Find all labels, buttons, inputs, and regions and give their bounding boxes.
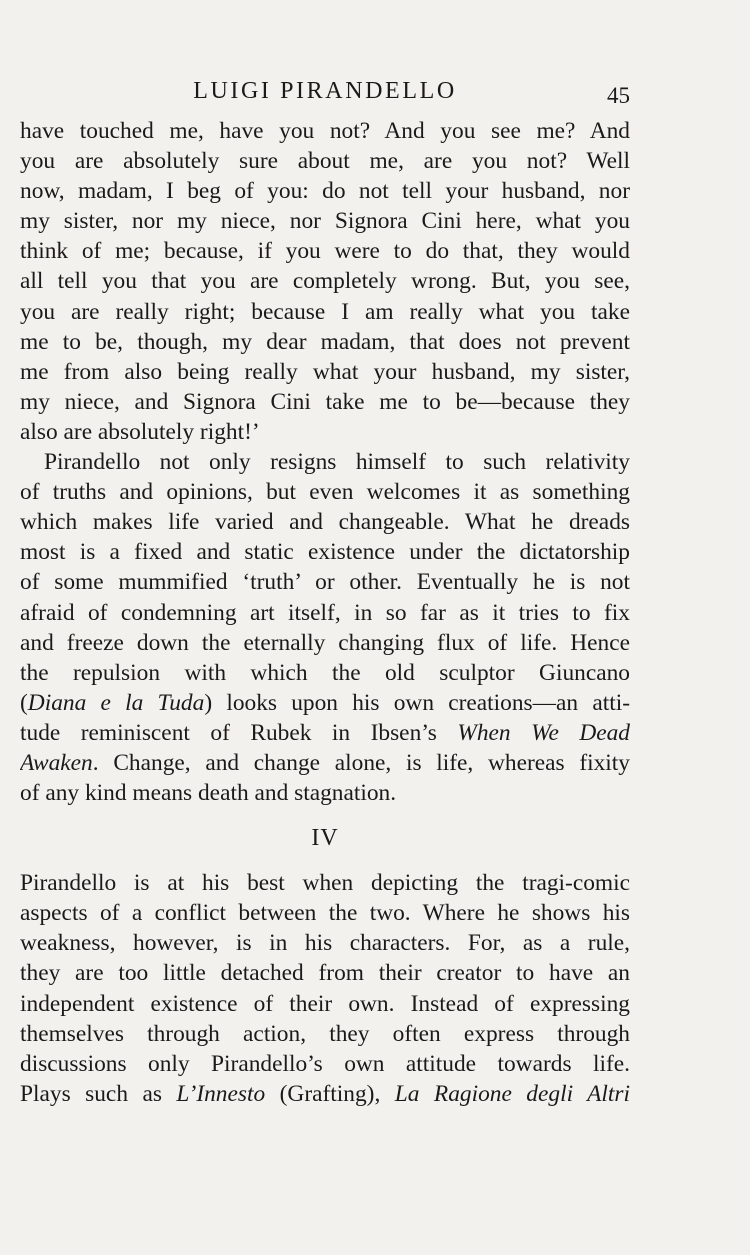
text-line: think of me; because, if you were to do that, they would bbox=[20, 238, 630, 265]
text-line: my niece, and Signora Cini take me to be—because they bbox=[20, 388, 630, 415]
text-segment: . Change, and change alone, is life, whereas fixity bbox=[92, 749, 630, 776]
text-line: Pirandello is at his best when depicting the tragi-comic bbox=[20, 870, 630, 897]
text-line: of any kind means death and stagnation. bbox=[20, 780, 397, 807]
italic-title: L’Innesto bbox=[176, 1080, 266, 1107]
section-heading: IV bbox=[311, 825, 339, 852]
text-segment: ( bbox=[20, 689, 28, 716]
text-line: of truths and opinions, but even welcomes it as something bbox=[20, 479, 630, 506]
page-number: 45 bbox=[607, 83, 630, 108]
paragraph-2 bbox=[20, 447, 630, 808]
text-line: independent existence of their own. Instead of expressing bbox=[20, 990, 630, 1017]
text-line: you are absolutely sure about me, are you not? Well bbox=[20, 148, 630, 175]
text-line: you are really right; because I am really what you take bbox=[20, 298, 630, 325]
text-line: most is a fixed and static existence under the dictatorship bbox=[20, 539, 630, 566]
text-line: weakness, however, is in his characters. For, as a rule, bbox=[20, 930, 630, 957]
text-line: and freeze down the eternally changing flux of life. Hence bbox=[20, 629, 630, 656]
text-line: me from also being really what your husband, my sister, bbox=[20, 358, 630, 385]
text-line: aspects of a conflict between the two. Where he shows his bbox=[20, 900, 630, 927]
text-line: all tell you that you are completely wrong. But, you see, bbox=[20, 268, 630, 295]
text-segment: Plays such as bbox=[20, 1080, 177, 1107]
text-line: now, madam, I beg of you: do not tell your husband, nor bbox=[20, 178, 630, 205]
running-head bbox=[20, 72, 630, 110]
text-line: of some mummified ‘truth’ or other. Eventually he is not bbox=[20, 569, 630, 596]
italic-title: La Ragione degli Altri bbox=[394, 1080, 630, 1107]
text-segment: (Grafting), bbox=[265, 1080, 395, 1107]
text-line bbox=[20, 1079, 630, 1109]
paragraph-1 bbox=[20, 116, 630, 447]
text-line: they are too little detached from their creator to have an bbox=[20, 960, 630, 987]
text-line bbox=[20, 688, 630, 718]
text-line: have touched me, have you not? And you see me? And bbox=[20, 118, 630, 144]
text-line: which makes life varied and changeable. What he dreads bbox=[20, 509, 630, 536]
italic-title: Awaken bbox=[20, 749, 93, 776]
text-line: my sister, nor my niece, nor Signora Cini here, what you bbox=[20, 208, 630, 235]
text-line bbox=[20, 718, 630, 748]
text-line bbox=[20, 748, 630, 778]
running-title: LUIGI PIRANDELLO bbox=[193, 78, 457, 104]
text-segment: tude reminiscent of Rubek in Ibsen’s bbox=[20, 719, 458, 746]
text-line: afraid of condemning art itself, in so far as it tries to fix bbox=[20, 599, 630, 626]
text-segment: ) looks upon his own creations—an atti- bbox=[204, 689, 630, 716]
text-line: also are absolutely right!’ bbox=[20, 418, 260, 445]
italic-title: When We Dead bbox=[457, 719, 630, 746]
body-text bbox=[20, 116, 630, 1109]
text-line: Pirandello not only resigns himself to such relativity bbox=[44, 449, 630, 476]
text-line: the repulsion with which the old sculptor Giuncano bbox=[20, 659, 630, 686]
italic-title: Diana e la Tuda bbox=[27, 689, 205, 716]
paragraph-3 bbox=[20, 868, 630, 1109]
text-line: me to be, though, my dear madam, that does not prevent bbox=[20, 328, 630, 355]
text-line: discussions only Pirandello’s own attitude towards life. bbox=[20, 1050, 630, 1077]
text-line: themselves through action, they often express through bbox=[20, 1020, 630, 1047]
